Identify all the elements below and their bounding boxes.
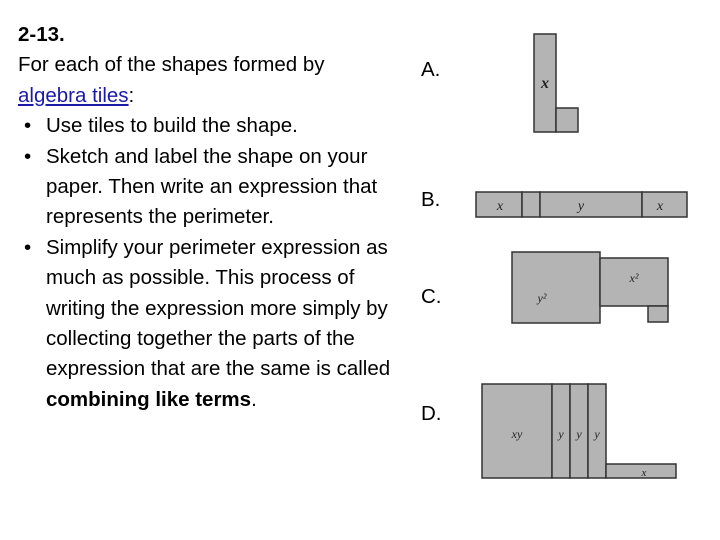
instruction-item <box>18 142 398 233</box>
shape-d-tiles <box>480 382 680 482</box>
instruction-item <box>18 233 398 415</box>
instruction-list <box>18 111 398 415</box>
key-term: combining like terms <box>46 387 252 411</box>
tile-label: y <box>576 427 582 441</box>
x-tile <box>642 192 687 217</box>
unit-tile <box>556 108 578 132</box>
shape-b-letter: B. <box>421 188 441 211</box>
tile-label: x² <box>629 271 639 285</box>
problem-text <box>18 20 398 415</box>
tile-label: x <box>641 467 647 479</box>
tile-label: y <box>558 427 564 441</box>
shape-a-letter: A. <box>421 58 441 81</box>
tile-label: y <box>594 427 600 441</box>
tile-label: x <box>656 199 664 214</box>
unit-tile <box>522 192 540 217</box>
shape-c-letter: C. <box>421 285 442 308</box>
instruction-period: . <box>251 387 257 411</box>
intro-colon: : <box>128 83 135 107</box>
algebra-tiles-link[interactable]: algebra tiles <box>18 83 129 107</box>
problem-number: 2-13. <box>18 23 65 46</box>
intro-text: For each of the shapes formed by <box>18 53 325 77</box>
instruction-item <box>18 111 398 141</box>
instruction-text: Sketch and label the shape on your paper. Then write an expression that represents the perimeter. <box>46 144 378 229</box>
shape-c-tiles <box>510 250 672 326</box>
problem-intro <box>18 50 398 111</box>
shape-a-tiles <box>530 30 582 136</box>
shape-b-tiles <box>474 190 690 220</box>
shape-d-letter: D. <box>421 402 442 425</box>
tile-label: y² <box>537 291 547 305</box>
instruction-text: Use tiles to build the shape. <box>46 114 298 138</box>
tile-label: y <box>577 199 585 214</box>
y-squared-tile <box>512 252 600 323</box>
tile-label: x <box>496 199 504 214</box>
instruction-text: Simplify your perimeter expression as much as possible. This process of writing the expression more simply by collecting together the parts of the expression that are the same is called <box>46 235 391 381</box>
unit-tile <box>648 306 668 322</box>
tile-label: x <box>541 75 549 92</box>
tile-label: xy <box>511 427 523 441</box>
y-tile <box>540 192 642 217</box>
